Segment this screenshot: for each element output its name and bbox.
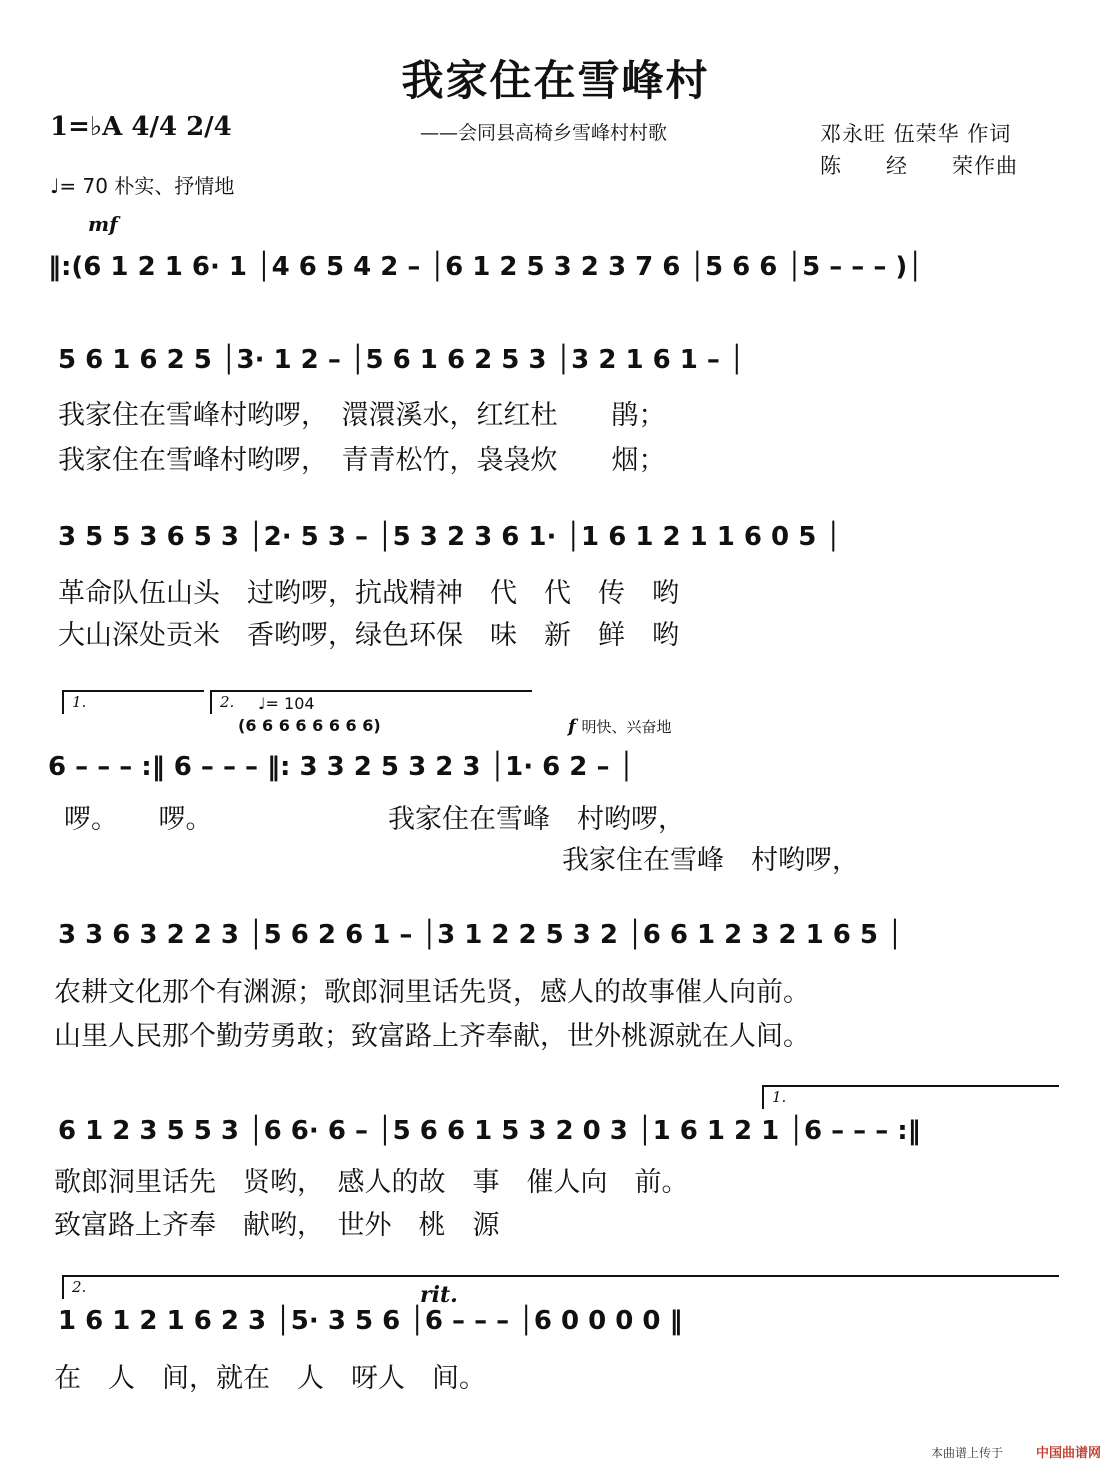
score-line-5-lyrics-verse1: 农耕文化那个有渊源；歌郎洞里话先贤，感人的故事催人向前。 (54, 977, 810, 1008)
dynamic-f: f (568, 716, 576, 737)
tempo-marking-2: ♩= 104 (258, 694, 315, 713)
score-line-3-lyrics-verse1: 革命队伍山头 过哟啰，抗战精神 代 代 传 哟 (58, 578, 679, 609)
ritardando-marking: rit. (420, 1282, 458, 1308)
dynamic-mf: mf (88, 212, 118, 236)
footer-uploaded-text: 本曲谱上传于 (930, 1446, 1003, 1460)
intro-notes-small: (6 6 6 6 6 6 6 6) (238, 716, 381, 735)
tempo-marking: ♩= 70 朴实、抒情地 (50, 174, 235, 198)
score-line-3-notes: 3 5 5 3 6 5 3 │2· 5 3 – │5 3 2 3 6 1· │1 6 1 2 1 1 6 0 5 │ (58, 522, 841, 552)
footer-site-logo[interactable]: 中国曲谱网 (1035, 1446, 1101, 1461)
volta-1: 1. (62, 690, 204, 714)
score-line-1-notes: ‖:(6 1 2 1 6· 1 │4 6 5 4 2 – │6 1 2 5 3 2 3 7 6 │5 6 6 │5 – – – )│ (48, 252, 923, 282)
key-signature: 1=♭A 4/4 2/4 (50, 112, 232, 142)
score-line-5-lyrics-verse2: 山里人民那个勤劳勇敢；致富路上齐奉献，世外桃源就在人间。 (54, 1021, 810, 1052)
score-line-6-notes: 6 1 2 3 5 5 3 │6 6· 6 – │5 6 6 1 5 3 2 0 3 │1 6 1 2 1 │6 – – – :‖ (58, 1116, 921, 1146)
score-line-2-notes: 5 6 1 6 2 5 │3· 1 2 – │5 6 1 6 2 5 3 │3 2 1 6 1 – │ (58, 345, 745, 375)
score-line-3-lyrics-verse2: 大山深处贡米 香哟啰，绿色环保 味 新 鲜 哟 (58, 620, 679, 651)
composer-credit: 陈 经 荣作曲 (820, 154, 1018, 178)
expression-f (568, 716, 672, 737)
score-title: 我家住在雪峰村 (401, 56, 710, 105)
volta-2: 2. (210, 690, 532, 714)
score-line-7-notes: 1 6 1 2 1 6 2 3 │5· 3 5 6 │6 – – – │6 0 0 0 0 ‖ (58, 1306, 683, 1336)
score-line-6-lyrics-verse2: 致富路上齐奉 献哟， 世外 桃 源 (54, 1210, 500, 1241)
volta-3: 1. (762, 1085, 1059, 1109)
score-line-4-notes: 6 – – – :‖ 6 – – – ‖: 3 3 2 5 3 2 3 │1· 6 2 – │ (48, 752, 635, 782)
score-line-2-lyrics-verse2: 我家住在雪峰村哟啰， 青青松竹，袅袅炊 烟； (58, 445, 666, 476)
score-line-2-lyrics-verse1: 我家住在雪峰村哟啰， 澴澴溪水，红红杜 鹃； (58, 400, 666, 431)
volta-4: 2. (62, 1275, 1059, 1299)
lyricist-credit: 邓永旺 伍荣华 作词 (820, 122, 1012, 146)
score-line-4-lyrics-verse2: 我家住在雪峰 村哟啰， (562, 845, 859, 876)
score-line-5-notes: 3 3 6 3 2 2 3 │5 6 2 6 1 – │3 1 2 2 5 3 2 │6 6 1 2 3 2 1 6 5 │ (58, 920, 903, 950)
score-subtitle: ——会同县高椅乡雪峰村村歌 (420, 122, 668, 144)
score-line-6-lyrics-verse1: 歌郎洞里话先 贤哟， 感人的故 事 催人向 前。 (54, 1167, 689, 1198)
score-line-7-lyrics-verse1: 在 人 间，就在 人 呀人 间。 (54, 1363, 486, 1394)
score-line-4-lyrics-verse1: 啰。 啰。 我家住在雪峰 村哟啰， (64, 804, 685, 835)
expression-text: 明快、兴奋地 (581, 718, 672, 736)
